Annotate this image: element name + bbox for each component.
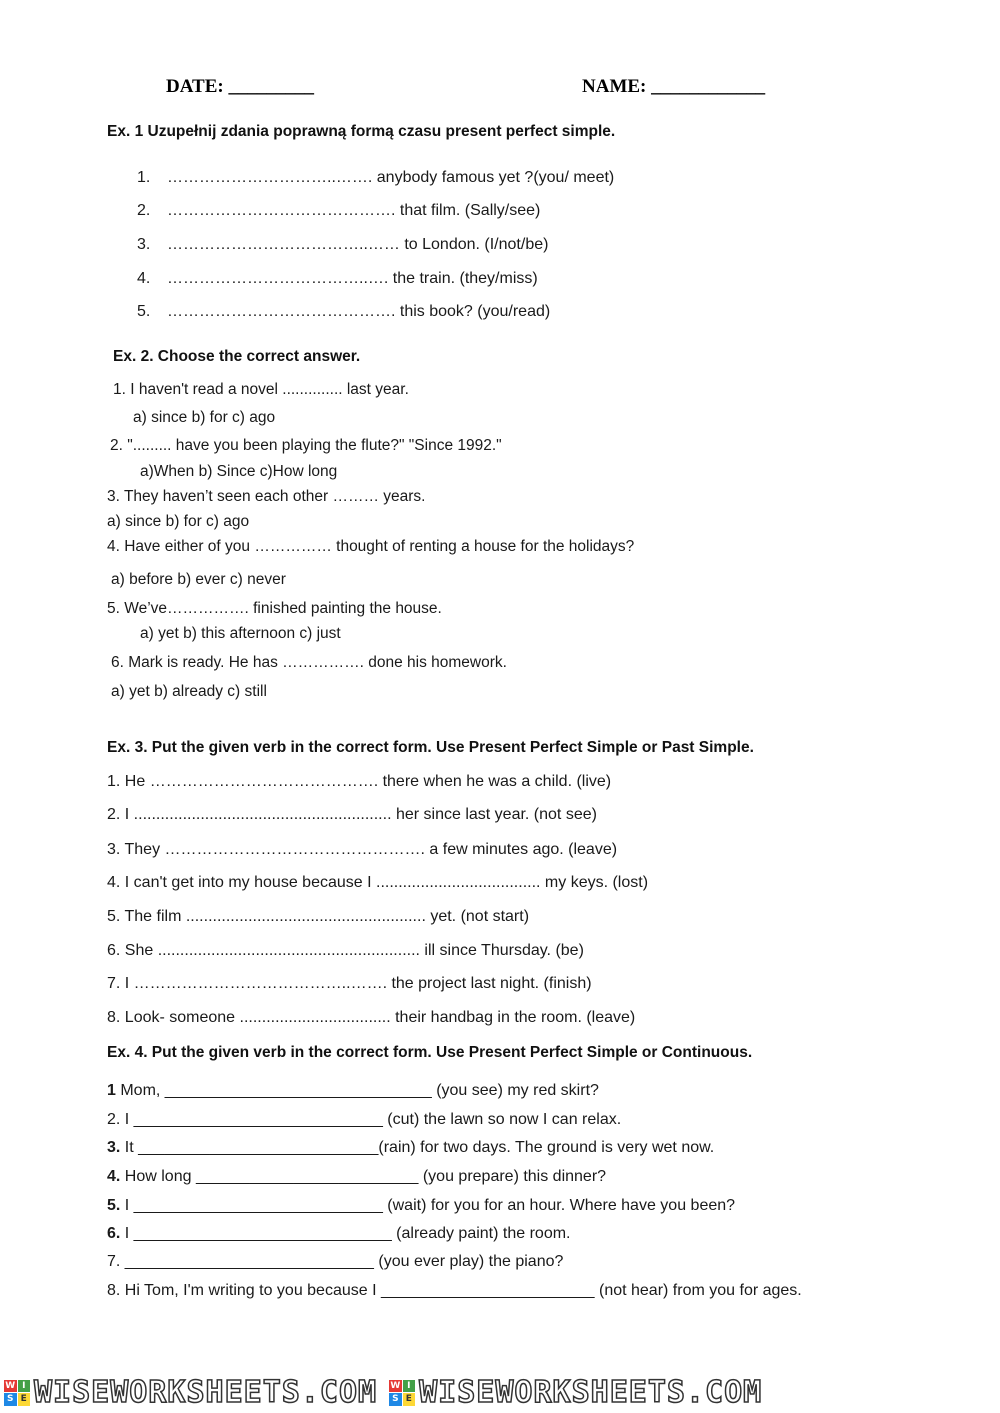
ex1-item-text: ……………………………………. this book? (you/read)	[167, 303, 551, 320]
ex2-question: 4. Have either of you …………… thought of renting a house for the holidays?	[107, 538, 635, 555]
ex2-options: a) before b) ever c) never	[111, 571, 286, 588]
ex4-item-text: ____________________________ (you ever play) the piano?	[120, 1253, 564, 1270]
ex2-options: a) since b) for c) ago	[107, 513, 250, 530]
logo-letter: E	[18, 1393, 31, 1406]
ex1-item-num: 5.	[137, 303, 151, 320]
logo-letter: I	[18, 1380, 31, 1393]
ex4-item-num: 8.	[107, 1282, 121, 1299]
ex1-item-num: 2.	[137, 202, 151, 219]
ex2-question: 2. "......... have you been playing the flute?" "Since 1992."	[110, 437, 502, 454]
ex4-item	[107, 1139, 714, 1157]
ex2-question: 5. We’ve……………. finished painting the house.	[107, 600, 442, 617]
ex4-item-text: It ___________________________(rain) for two days. The ground is very wet now.	[120, 1139, 715, 1156]
ex4-item-num: 5.	[107, 1197, 121, 1214]
ex1-item	[137, 236, 548, 254]
ex3-item: 3. They …………………………………………. a few minutes ago. (leave)	[107, 841, 618, 858]
ex4-item-text: I _____________________________ (already paint) the room.	[120, 1225, 571, 1242]
logo-letter: S	[389, 1393, 402, 1406]
ex3-item: 8. Look- someone .................................. their handbag in the room. (leave)	[107, 1009, 636, 1026]
ex1-item	[137, 202, 540, 220]
brand-grid-icon	[4, 1380, 30, 1406]
ex4-item-num: 6.	[107, 1225, 121, 1242]
brand-name: WISEWORKSHEETS.COM	[34, 1375, 378, 1410]
ex1-title: Ex. 1 Uzupełnij zdania poprawną formą czasu present perfect simple.	[107, 123, 616, 140]
ex4-item	[107, 1282, 802, 1300]
ex1-item-num: 1.	[137, 169, 151, 186]
ex4-item-num: 2.	[107, 1111, 121, 1128]
ex4-item	[107, 1082, 599, 1100]
ex1-item-text: ………………………………..…. the train. (they/miss)	[167, 270, 538, 287]
brand-logo	[4, 1375, 377, 1410]
ex2-title: Ex. 2. Choose the correct answer.	[113, 348, 361, 365]
ex4-item-num: 7.	[107, 1253, 121, 1270]
footer-banner	[0, 1372, 1000, 1413]
ex1-item	[137, 270, 538, 288]
ex4-item-text: Mom, ______________________________ (you see) my red skirt?	[115, 1082, 599, 1099]
ex1-item-text: …………………………..……. anybody famous yet ?(you/ meet)	[167, 169, 615, 186]
brand-logo	[389, 1375, 762, 1410]
ex4-item	[107, 1111, 621, 1129]
ex4-item	[107, 1197, 735, 1215]
ex3-item: 2. I .......................................................... her since last year. (not see)	[107, 806, 597, 823]
ex4-item-num: 4.	[107, 1168, 121, 1185]
logo-letter: E	[403, 1393, 416, 1406]
ex4-item	[107, 1225, 570, 1243]
ex3-item: 7. I …………………………………..……. the project last night. (finish)	[107, 975, 592, 992]
ex4-item-text: Hi Tom, I'm writing to you because I ________________________ (not hear) from you for ages.	[120, 1282, 802, 1299]
ex1-item-num: 4.	[137, 270, 151, 287]
ex4-item-text: I ____________________________ (cut) the lawn so now I can relax.	[120, 1111, 622, 1128]
ex2-question: 1. I haven't read a novel .............. last year.	[113, 381, 409, 398]
ex2-options: a) since b) for c) ago	[133, 409, 276, 426]
ex2-options: a)When b) Since c)How long	[140, 463, 338, 480]
ex1-item	[137, 169, 614, 187]
ex3-item: 1. He ……………………………………. there when he was a child. (live)	[107, 773, 612, 790]
logo-letter: W	[5, 1380, 16, 1391]
ex1-item-text: ………………………………..…… to London. (I/not/be)	[167, 236, 549, 253]
ex4-item-num: 1	[107, 1082, 116, 1099]
ex3-item: 6. She ........................................................... ill since Thursday. (be)	[107, 942, 584, 959]
ex3-item: 5. The film ...................................................... yet. (not start)	[107, 908, 530, 925]
ex2-question: 3. They haven’t seen each other ……… years.	[107, 488, 426, 505]
ex4-title: Ex. 4. Put the given verb in the correct form. Use Present Perfect Simple or Continuous.	[107, 1044, 753, 1061]
ex3-title: Ex. 3. Put the given verb in the correct form. Use Present Perfect Simple or Past Simple.	[107, 739, 754, 756]
ex1-item	[137, 303, 550, 321]
ex2-options: a) yet b) this afternoon c) just	[140, 625, 341, 642]
ex4-item	[107, 1253, 563, 1271]
logo-letter: W	[390, 1380, 401, 1391]
date-field: DATE: _________	[166, 76, 314, 97]
brand-name: WISEWORKSHEETS.COM	[419, 1375, 763, 1410]
ex1-item-num: 3.	[137, 236, 151, 253]
ex1-item-text: ……………………………………. that film. (Sally/see)	[167, 202, 541, 219]
ex2-options: a) yet b) already c) still	[111, 683, 267, 700]
ex4-item-num: 3.	[107, 1139, 121, 1156]
ex2-question: 6. Mark is ready. He has ……………. done his homework.	[111, 654, 507, 671]
ex4-item	[107, 1168, 606, 1186]
logo-letter: I	[403, 1380, 416, 1393]
brand-grid-icon	[389, 1380, 415, 1406]
name-field: NAME: ____________	[582, 76, 766, 97]
logo-letter: S	[4, 1393, 17, 1406]
ex4-item-text: I ____________________________ (wait) for you for an hour. Where have you been?	[120, 1197, 736, 1214]
ex3-item: 4. I can't get into my house because I ..................................... my keys. (lost)	[107, 874, 649, 891]
ex4-item-text: How long _________________________ (you prepare) this dinner?	[120, 1168, 607, 1185]
